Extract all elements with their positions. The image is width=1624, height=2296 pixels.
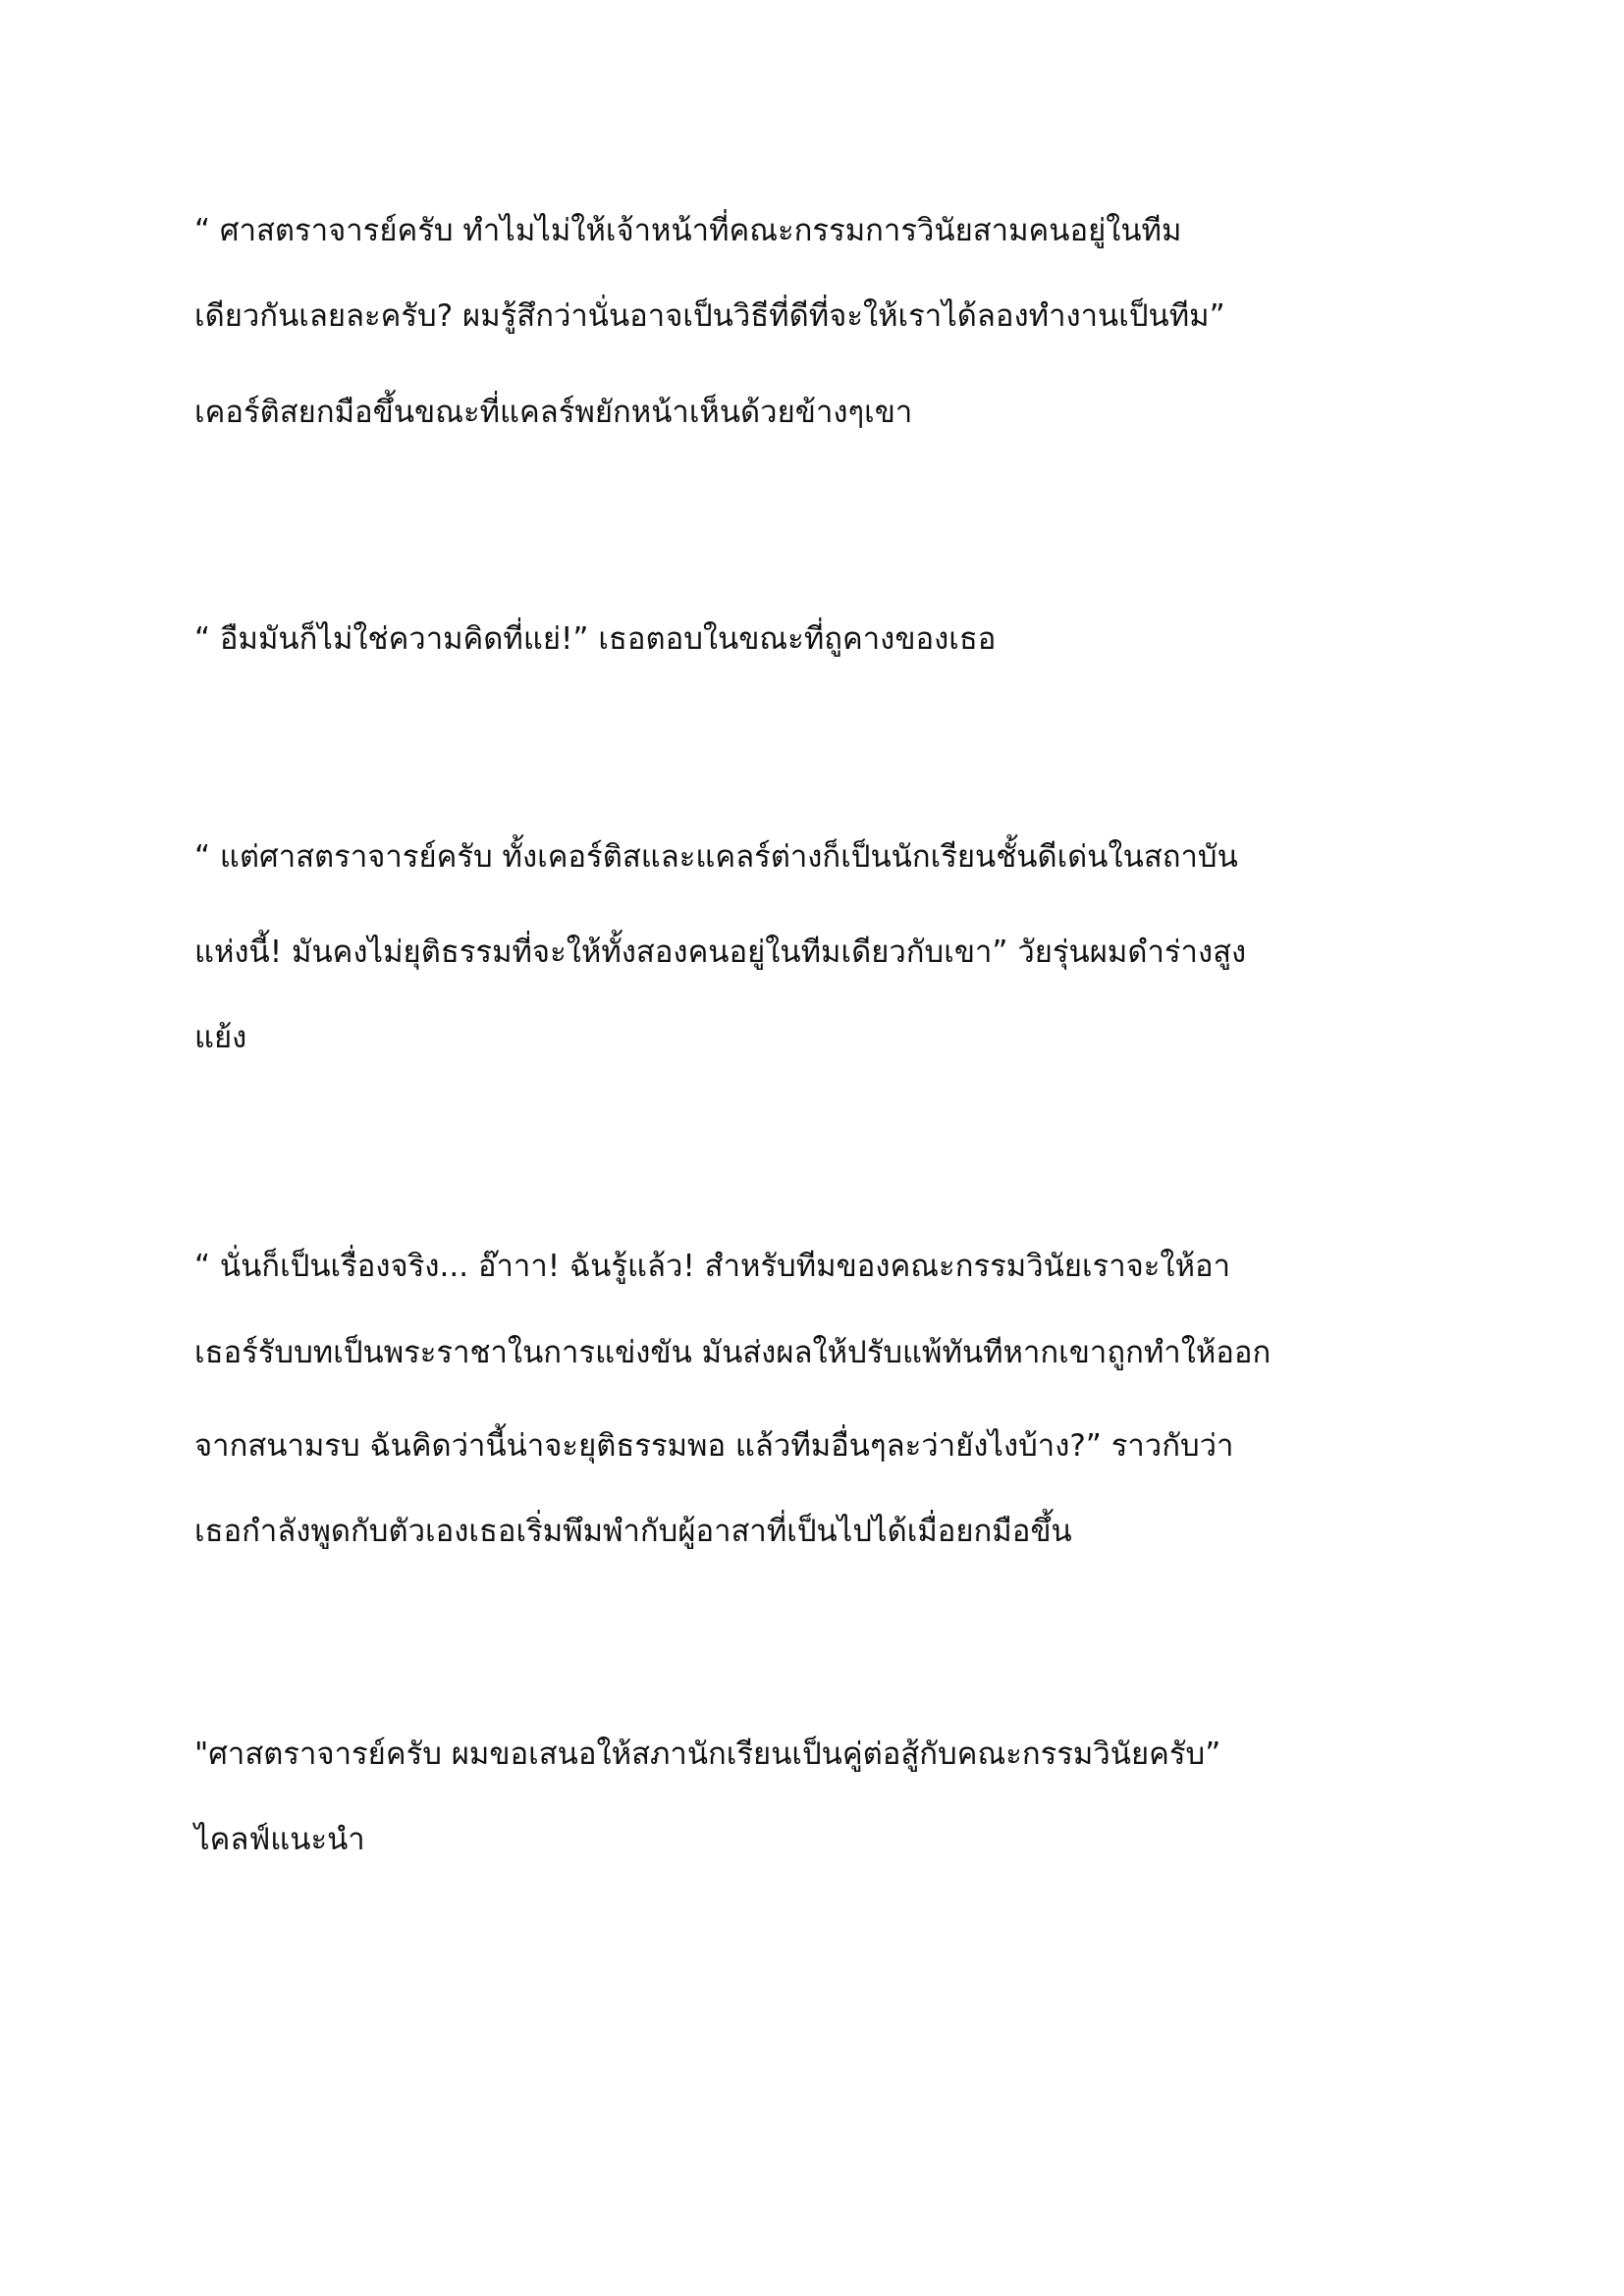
paragraph-line: ไคลฟ์แนะนำ bbox=[194, 1822, 365, 1857]
paragraph-line: “ แต่ศาสตราจารย์ครับ ทั้งเคอร์ติสและแคลร์ต่างก็เป็นนักเรียนชั้นดีเด่นในสถาบัน bbox=[194, 839, 1238, 875]
paragraph-line: "ศาสตราจารย์ครับ ผมขอเสนอให้สภานักเรียนเป็นคู่ต่อสู้กับคณะกรรมวินัยครับ” bbox=[194, 1736, 1221, 1772]
paragraph-line: “ อืมมันก็ไม่ใช่ความคิดที่แย่!” เธอตอบในขณะที่ถูคางของเธอ bbox=[194, 621, 997, 657]
paragraph-line: “ นั่นก็เป็นเรื่องจริง... อ๊าาา! ฉันรู้แล้ว! สำหรับทีมของคณะกรรมวินัยเราจะให้อา bbox=[194, 1249, 1231, 1284]
paragraph-line: “ ศาสตราจารย์ครับ ทำไมไม่ให้เจ้าหน้าที่คณะกรรมการวินัยสามคนอยู่ในทีม bbox=[194, 213, 1182, 248]
paragraph-line: เธอกำลังพูดกับตัวเองเธอเริ่มพึมพำกับผู้อาสาที่เป็นไปได้เมื่อยกมือขึ้น bbox=[194, 1514, 1072, 1549]
paragraph-line: จากสนามรบ ฉันคิดว่านี้น่าจะยุติธรรมพอ แล้วทีมอื่นๆละว่ายังไงบ้าง?” ราวกับว่า bbox=[194, 1428, 1234, 1464]
paragraph-line: เดียวกันเลยละครับ? ผมรู้สึกว่านั่นอาจเป็นวิธีที่ดีที่จะให้เราได้ลองทำงานเป็นทีม” bbox=[194, 298, 1225, 334]
paragraph-line: แย้ง bbox=[194, 1020, 247, 1055]
paragraph-line: เธอร์รับบทเป็นพระราชาในการแข่งขัน มันส่งผลให้ปรับแพ้ทันทีหากเขาถูกทำให้ออก bbox=[194, 1335, 1272, 1370]
paragraph-line: เคอร์ติสยกมือขึ้นขณะที่แคลร์พยักหน้าเห็นด้วยข้างๆเขา bbox=[194, 395, 913, 430]
paragraph-line: แห่งนี้! มันคงไม่ยุติธรรมที่จะให้ทั้งสองคนอยู่ในทีมเดียวกับเขา” วัยรุ่นผมดำร่างสูง bbox=[194, 934, 1247, 970]
